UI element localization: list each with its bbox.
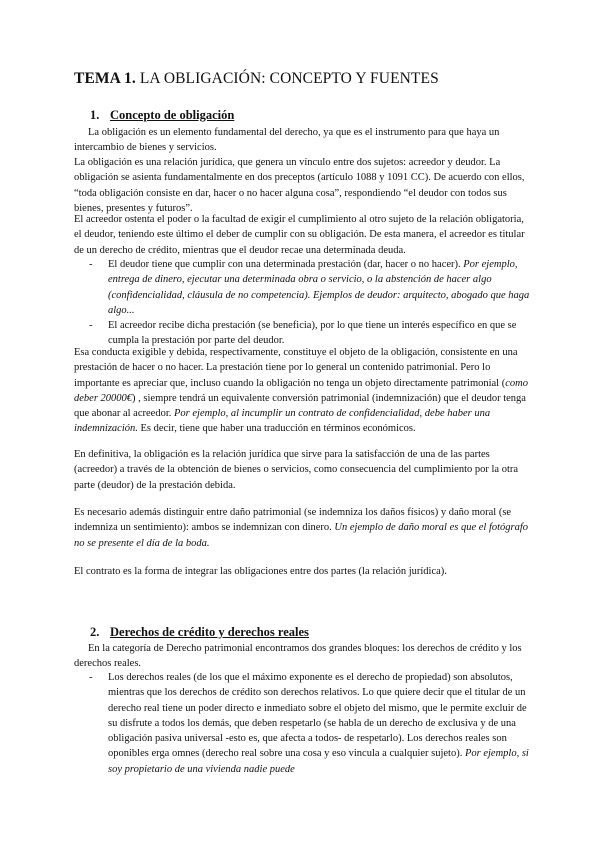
paragraph: La obligación es un elemento fundamental del derecho, ya que es el instrumento para que haya un intercambio de bienes y servicios. <box>74 127 500 154</box>
section-2-title: Derechos de crédito y derechos reales <box>110 625 309 639</box>
bullet-dash: - <box>89 672 93 683</box>
page-title <box>74 70 439 88</box>
section-2-number: 2. <box>90 625 100 639</box>
bullet-dash: - <box>89 259 93 270</box>
paragraph: El acreedor ostenta el poder o la facultad de exigir el cumplimiento al otro sujeto de la relación obligatoria, el deudor, teniendo este último el deber de cumplir con su obligación. De esta manera, el acreedor es titular de un derecho de crédito, mientras que el deudor recae una determinada deuda. <box>74 214 525 256</box>
list-item: - Los derechos reales (de los que el máximo exponente es el derecho de propiedad) son absolutos, mientras que los derechos de crédito son derechos relativos. Lo que quiere decir que el titular de un derecho real tiene un poder directo e inmediato sobre el objeto del mismo, que le permite excluir de su disfrute a todos los demás, que deben respetarlo (se habla de un derecho de exclusiva y de una obligación pasiva universal -esto es, que afecta a todos- de respetarlo). Los derechos reales son oponibles erga omnes (derecho real sobre una cosa y eso vincula a cualquier sujeto). Por ejemplo, si soy propietario de una vivienda nadie puede <box>89 672 529 775</box>
title-text: LA OBLIGACIÓN: CONCEPTO Y FUENTES <box>135 70 439 87</box>
bullet-dash: - <box>89 320 93 332</box>
paragraph: En la categoría de Derecho patrimonial encontramos dos grandes bloques: los derechos de crédito y los derechos reales. <box>74 643 522 670</box>
list-item: - El deudor tiene que cumplir con una determinada prestación (dar, hacer o no hacer). Por ejemplo, entrega de dinero, ejecutar una determinada obra o servicio, o la abstención de hacer algo (confidencialidad, cláusula de no competencia). Ejemplos de deudor: arquitecto, abogado que haga algo... <box>89 259 530 316</box>
paragraph: Es necesario además distinguir entre daño patrimonial (se indemniza los daños físicos) y daño moral (se indemniza un sentimiento): ambos se indemnizan con dinero. Un ejemplo de daño moral es que el fotógrafo no se presente el día de la boda. <box>74 507 529 549</box>
bullet-list <box>74 670 530 777</box>
paragraph: La obligación es una relación jurídica, que genera un vínculo entre dos sujetos: acreedor y deudor. La obligación se asienta fundamentalmente en dos preceptos (artículo 1088 y 1091 CC). De acuerdo con ellos, “toda obligación consiste en dar, hacer o no hacer alguna cosa”, respondiendo “el deudor con todos sus bienes, presentes y futuros”. <box>74 157 525 214</box>
section-1-heading <box>90 108 234 123</box>
paragraph: El contrato es la forma de integrar las obligaciones entre dos partes (la relación jurídica). <box>74 566 447 577</box>
title-number: TEMA 1. <box>74 70 136 87</box>
list-item: - El acreedor recibe dicha prestación (se beneficia), por lo que tiene un interés específico en que se cumpla la prestación por parte del deudor. <box>89 320 517 347</box>
paragraph: Esa conducta exigible y debida, respectivamente, constituye el objeto de la obligación, consistente en una prestación de hacer o no hacer. La prestación tiene por lo general un contenido patrimonial. Pero lo importante es apreciar que, incluso cuando la obligación no tenga un objeto directamente patrimonial (como deber 20000€) , siempre tendrá un equivalente conversión patrimonial (indemnización) que el deudor tenga que abonar al acreedor. Por ejemplo, al incumplir un contrato de confidencialidad, debe haber una indemnización. Es decir, tiene que haber una traducción en términos económicos. <box>74 347 528 435</box>
bullet-list <box>74 257 530 349</box>
paragraph: En definitiva, la obligación es la relación jurídica que sirve para la satisfacción de una de las partes (acreedor) a través de la obtención de bienes o servicios, como consecuencia del cumplimiento por la otra parte (deudor) de la prestación debida. <box>74 449 519 491</box>
section-1-title: Concepto de obligación <box>110 108 235 122</box>
section-2-heading <box>90 625 309 640</box>
section-1-number: 1. <box>90 108 100 122</box>
